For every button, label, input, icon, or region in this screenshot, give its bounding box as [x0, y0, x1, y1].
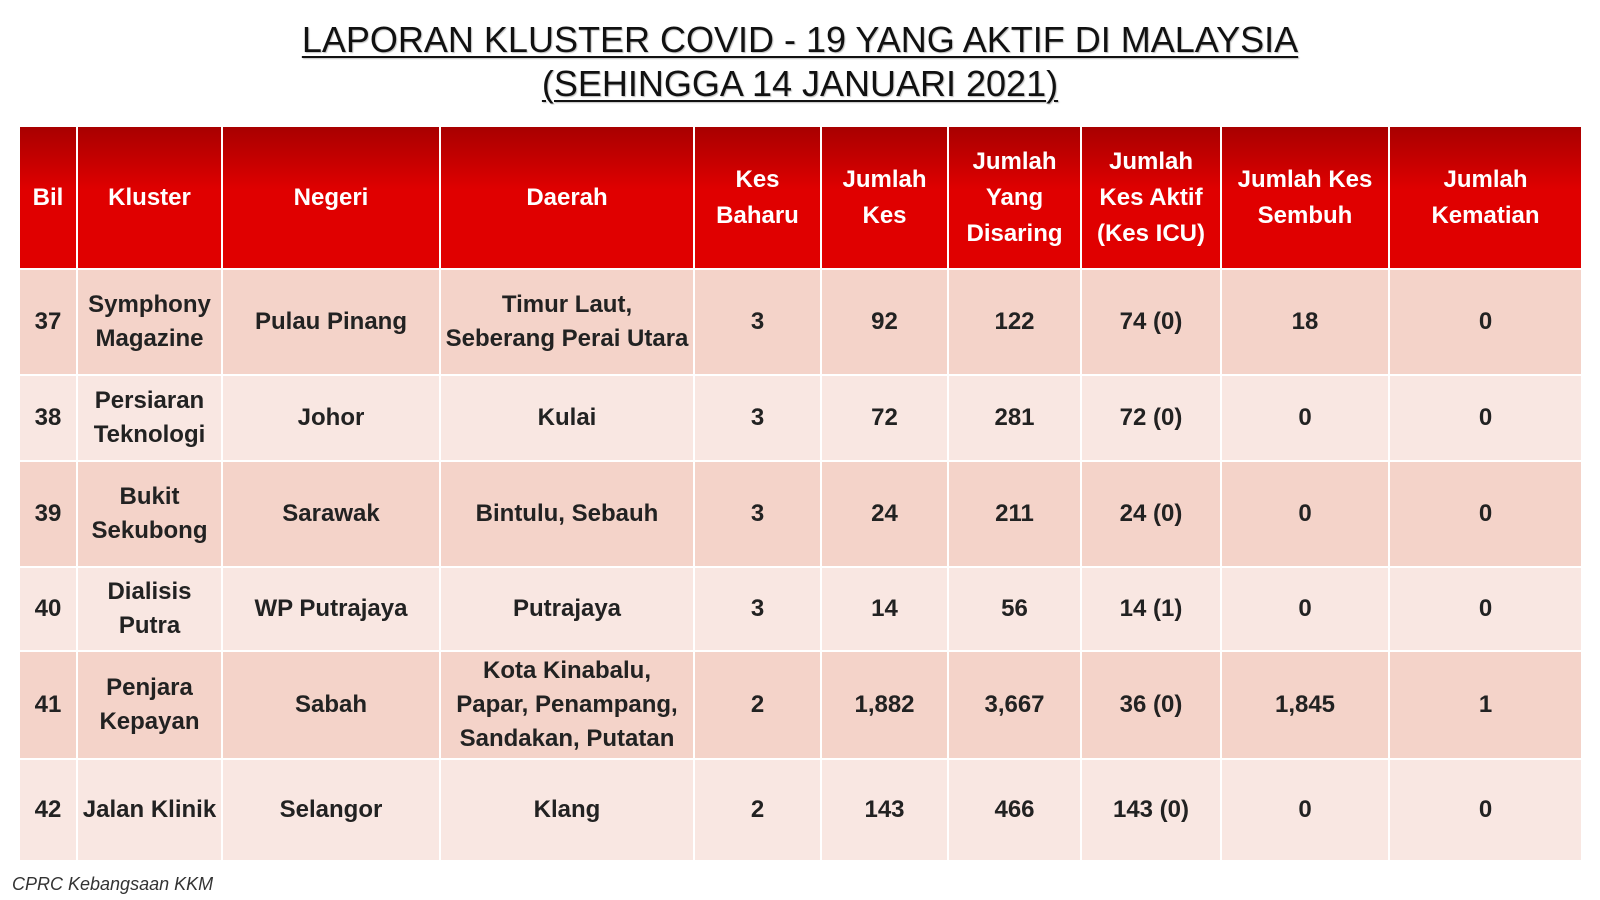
cell-jumlah-disaring: 122 — [948, 269, 1081, 375]
cell-daerah: Timur Laut, Seberang Perai Utara — [440, 269, 694, 375]
cell-jumlah-disaring: 56 — [948, 567, 1081, 651]
cell-kes-aktif: 14 (1) — [1081, 567, 1221, 651]
cell-jumlah-disaring: 211 — [948, 461, 1081, 567]
header-daerah: Daerah — [440, 127, 694, 269]
cell-kes-baharu: 3 — [694, 567, 821, 651]
cell-bil: 39 — [20, 461, 77, 567]
header-jumlah-kes: Jumlah Kes — [821, 127, 948, 269]
cell-kes-sembuh: 0 — [1221, 375, 1389, 461]
cell-daerah: Klang — [440, 759, 694, 861]
cell-jumlah-disaring: 466 — [948, 759, 1081, 861]
header-jumlah-disaring: Jumlah Yang Disaring — [948, 127, 1081, 269]
cell-daerah: Kulai — [440, 375, 694, 461]
cell-daerah: Bintulu, Sebauh — [440, 461, 694, 567]
cell-kematian: 0 — [1389, 567, 1582, 651]
table-row — [20, 269, 1582, 375]
table-row — [20, 759, 1582, 861]
cell-kes-sembuh: 18 — [1221, 269, 1389, 375]
cell-negeri: Sabah — [222, 651, 440, 759]
cell-negeri: Selangor — [222, 759, 440, 861]
header-kes-aktif: Jumlah Kes Aktif (Kes ICU) — [1081, 127, 1221, 269]
cell-kes-baharu: 3 — [694, 269, 821, 375]
cell-kluster: Jalan Klinik — [77, 759, 222, 861]
cell-bil: 41 — [20, 651, 77, 759]
cell-negeri: Sarawak — [222, 461, 440, 567]
table-row — [20, 375, 1582, 461]
page-title — [0, 18, 1600, 106]
cell-kes-sembuh: 0 — [1221, 567, 1389, 651]
cell-kes-aktif: 36 (0) — [1081, 651, 1221, 759]
cell-kes-baharu: 2 — [694, 759, 821, 861]
cell-daerah: Kota Kinabalu, Papar, Penampang, Sandakan, Putatan — [440, 651, 694, 759]
table-row — [20, 461, 1582, 567]
cluster-table — [20, 127, 1583, 862]
cell-bil: 42 — [20, 759, 77, 861]
cell-bil: 40 — [20, 567, 77, 651]
cell-kematian: 1 — [1389, 651, 1582, 759]
cell-jumlah-kes: 14 — [821, 567, 948, 651]
cell-jumlah-kes: 143 — [821, 759, 948, 861]
cell-kematian: 0 — [1389, 759, 1582, 861]
cell-kematian: 0 — [1389, 461, 1582, 567]
cell-kes-aktif: 74 (0) — [1081, 269, 1221, 375]
cell-kluster: Bukit Sekubong — [77, 461, 222, 567]
cell-bil: 37 — [20, 269, 77, 375]
cell-kluster: Persiaran Teknologi — [77, 375, 222, 461]
cell-jumlah-kes: 92 — [821, 269, 948, 375]
table-row — [20, 567, 1582, 651]
cell-negeri: WP Putrajaya — [222, 567, 440, 651]
table-row — [20, 651, 1582, 759]
cell-kematian: 0 — [1389, 269, 1582, 375]
cell-jumlah-kes: 72 — [821, 375, 948, 461]
cell-kluster: Symphony Magazine — [77, 269, 222, 375]
header-kematian: Jumlah Kematian — [1389, 127, 1582, 269]
cell-kes-baharu: 2 — [694, 651, 821, 759]
cell-kluster: Penjara Kepayan — [77, 651, 222, 759]
cell-kematian: 0 — [1389, 375, 1582, 461]
title-line-1: LAPORAN KLUSTER COVID - 19 YANG AKTIF DI MALAYSIA — [301, 19, 1299, 60]
header-bil: Bil — [20, 127, 77, 269]
cell-negeri: Pulau Pinang — [222, 269, 440, 375]
cell-kes-aktif: 143 (0) — [1081, 759, 1221, 861]
cell-bil: 38 — [20, 375, 77, 461]
cell-jumlah-disaring: 3,667 — [948, 651, 1081, 759]
header-kluster: Kluster — [77, 127, 222, 269]
cell-kes-sembuh: 1,845 — [1221, 651, 1389, 759]
cell-kluster: Dialisis Putra — [77, 567, 222, 651]
cell-kes-sembuh: 0 — [1221, 461, 1389, 567]
title-line-2: (SEHINGGA 14 JANUARI 2021) — [541, 63, 1059, 104]
cell-daerah: Putrajaya — [440, 567, 694, 651]
table-header-row — [20, 127, 1582, 269]
header-kes-sembuh: Jumlah Kes Sembuh — [1221, 127, 1389, 269]
header-kes-baharu: Kes Baharu — [694, 127, 821, 269]
header-negeri: Negeri — [222, 127, 440, 269]
cell-jumlah-disaring: 281 — [948, 375, 1081, 461]
cell-kes-sembuh: 0 — [1221, 759, 1389, 861]
cell-kes-baharu: 3 — [694, 461, 821, 567]
cell-kes-baharu: 3 — [694, 375, 821, 461]
cell-negeri: Johor — [222, 375, 440, 461]
source-footer: CPRC Kebangsaan KKM — [12, 874, 214, 894]
cell-jumlah-kes: 1,882 — [821, 651, 948, 759]
cell-kes-aktif: 72 (0) — [1081, 375, 1221, 461]
cell-kes-aktif: 24 (0) — [1081, 461, 1221, 567]
cell-jumlah-kes: 24 — [821, 461, 948, 567]
